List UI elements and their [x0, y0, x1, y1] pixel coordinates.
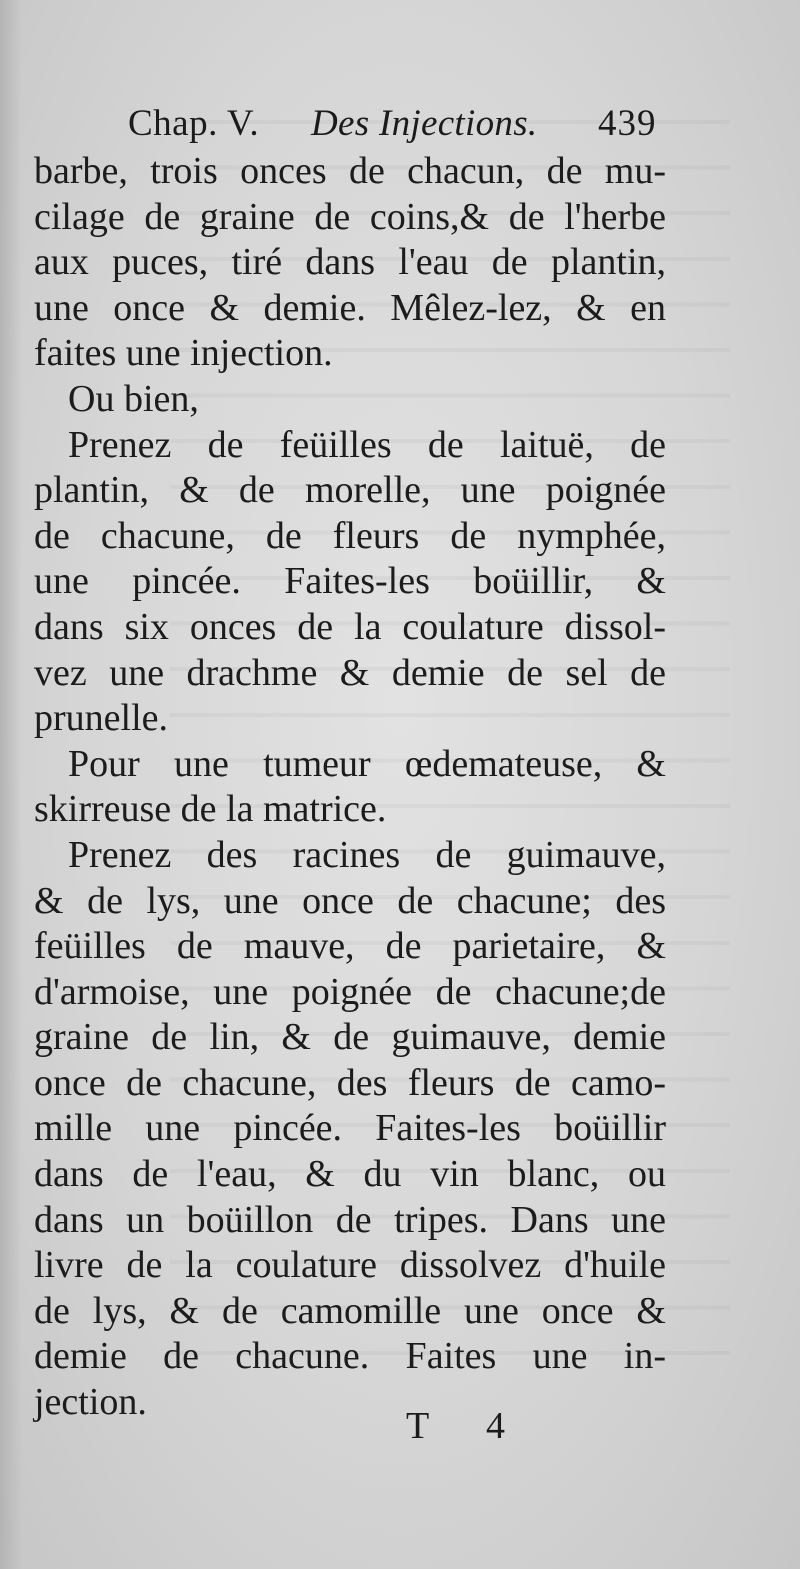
- text-line: graine de lin, & de guimauve, demie: [34, 1016, 666, 1059]
- text-line: barbe, trois onces de chacun, de mu-: [34, 150, 666, 192]
- text-line: livre de la coulature dissolvez d'huile: [34, 1244, 666, 1287]
- text-line: cilage de graine de coins,& de l'herbe: [34, 195, 666, 238]
- text-line: aux puces, tiré dans l'eau de plantin,: [34, 241, 666, 284]
- text-line: dans de l'eau, & du vin blanc, ou: [34, 1153, 666, 1196]
- text-line: feüilles de mauve, de parietaire, &: [34, 925, 666, 968]
- text-line: faites une injection.: [34, 332, 333, 375]
- text-line: de lys, & de camomille une once &: [34, 1289, 666, 1332]
- text-line: prunelle.: [34, 697, 169, 740]
- text-line: une pincée. Faites-les boüillir, &: [34, 560, 666, 603]
- text-line: dans un boüillon de tripes. Dans une: [34, 1198, 666, 1241]
- text-line: demie de chacune. Faites une in-: [34, 1335, 666, 1378]
- text-line: vez une drachme & demie de sel de: [34, 651, 666, 694]
- body-text: [34, 149, 666, 1426]
- chapter-title: Des Injections.: [311, 103, 538, 144]
- text-line: dans six onces de la coulature dissol-: [34, 605, 666, 648]
- text-line: once de chacune, des fleurs de camo-: [34, 1061, 666, 1104]
- running-header: [128, 96, 688, 152]
- text-line: skirreuse de la matrice.: [34, 788, 387, 831]
- text-line: Prenez des racines de guimauve,: [68, 833, 666, 876]
- text-line: d'armoise, une poignée de chacune;de: [34, 970, 666, 1013]
- text-line: & de lys, une once de chacune; des: [34, 879, 666, 922]
- text-line: Prenez de feüilles de laituë, de: [68, 423, 666, 466]
- signature-mark: T 4: [406, 1405, 530, 1447]
- text-line: mille une pincée. Faites-les boüillir: [34, 1107, 666, 1150]
- text-line: une once & demie. Mêlez-lez, & en: [34, 286, 666, 329]
- text-line: plantin, & de morelle, une poignée: [34, 469, 666, 512]
- text-line: Pour une tumeur œdemateuse, &: [68, 742, 666, 785]
- chapter-label: Chap. V.: [128, 103, 260, 144]
- text-line: Ou bien,: [68, 377, 199, 420]
- text-line: jection.: [34, 1381, 147, 1424]
- text-line: de chacune, de fleurs de nymphée,: [34, 514, 666, 557]
- page-edge-shadow: [0, 0, 22, 1569]
- page-number: 439: [598, 103, 657, 144]
